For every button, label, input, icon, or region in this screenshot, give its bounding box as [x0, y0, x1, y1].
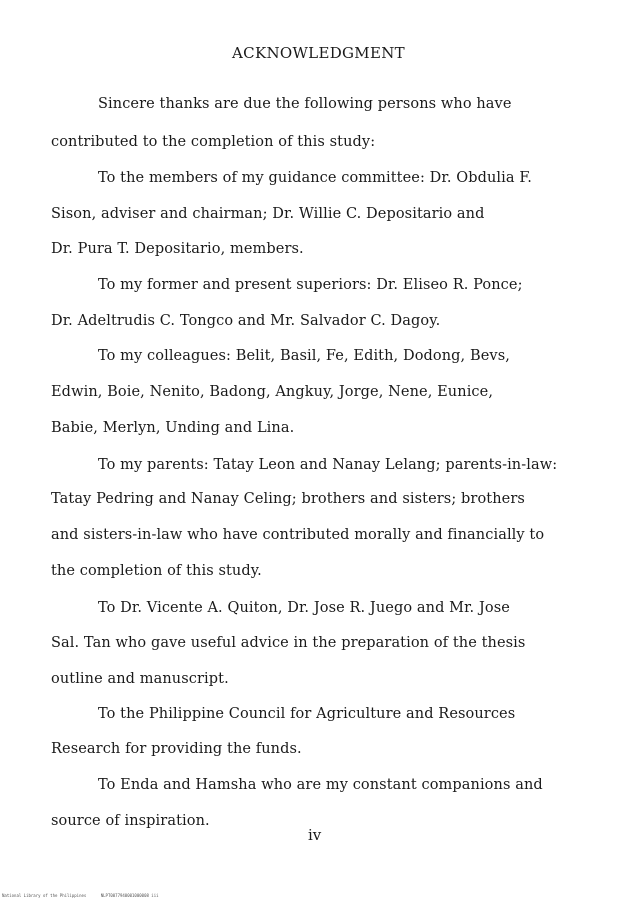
paragraph-5-line-1: To my parents: Tatay Leon and Nanay Lelang; parents-in-law:: [98, 457, 558, 473]
paragraph-1-line-1: Sincere thanks are due the following persons who have: [98, 96, 512, 112]
scan-footer: [2, 893, 159, 898]
paragraph-4-line-3: Babie, Merlyn, Unding and Lina.: [51, 420, 295, 436]
paragraph-5-line-2: Tatay Pedring and Nanay Celing; brothers and sisters; brothers: [51, 491, 525, 507]
paragraph-6-line-1: To Dr. Vicente A. Quiton, Dr. Jose R. Juego and Mr. Jose: [98, 600, 510, 616]
footer-library: National Library of the Philippines: [2, 893, 87, 898]
paragraph-8-line-1: To Enda and Hamsha who are my constant companions and: [98, 777, 543, 793]
paragraph-7-line-2: Research for providing the funds.: [51, 741, 302, 757]
paragraph-5-line-3: and sisters-in-law who have contributed morally and financially to: [51, 527, 545, 543]
paragraph-2-line-2: Sison, adviser and chairman; Dr. Willie C. Depositario and: [51, 206, 485, 222]
paragraph-2-line-3: Dr. Pura T. Depositario, members.: [51, 241, 304, 257]
paragraph-6-line-3: outline and manuscript.: [51, 671, 229, 687]
page-number: iv: [308, 826, 322, 844]
paragraph-3-line-2: Dr. Adeltrudis C. Tongco and Mr. Salvador C. Dagoy.: [51, 313, 441, 329]
paragraph-7-line-1: To the Philippine Council for Agriculture and Resources: [98, 706, 516, 722]
paragraph-1-line-2: contributed to the completion of this study:: [51, 134, 376, 150]
paragraph-4-line-2: Edwin, Boie, Nenito, Badong, Angkuy, Jorge, Nene, Eunice,: [51, 384, 494, 400]
paragraph-4-line-1: To my colleagues: Belit, Basil, Fe, Edith, Dodong, Bevs,: [98, 348, 510, 364]
paragraph-3-line-1: To my former and present superiors: Dr. Eliseo R. Ponce;: [98, 277, 523, 293]
paragraph-2-line-1: To the members of my guidance committee: Dr. Obdulia F.: [98, 170, 532, 186]
paragraph-8-line-2: source of inspiration.: [51, 813, 210, 829]
page-title: ACKNOWLEDGMENT: [232, 44, 405, 62]
paragraph-5-line-4: the completion of this study.: [51, 563, 262, 579]
paragraph-6-line-2: Sal. Tan who gave useful advice in the preparation of the thesis: [51, 635, 526, 651]
footer-code: NLPT0077940001000008 iii: [100, 893, 159, 898]
